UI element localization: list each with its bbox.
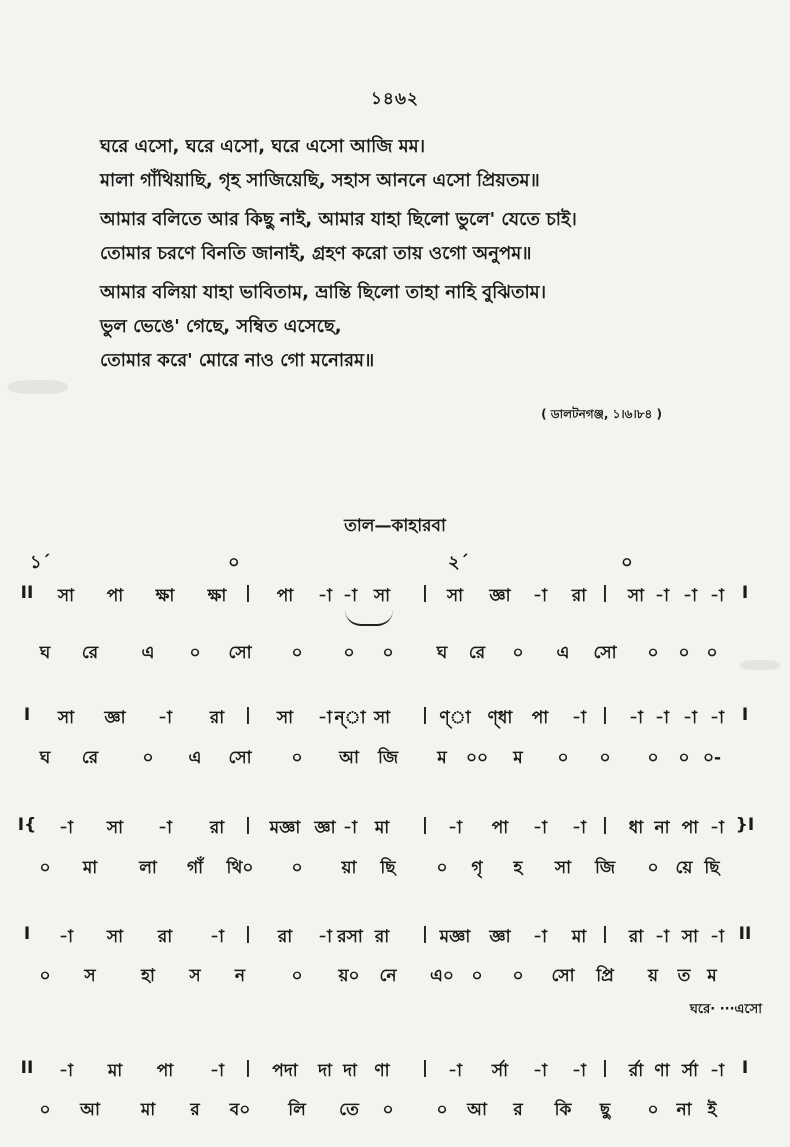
lyric-syllable: লি [288, 1100, 306, 1120]
lyric-syllable: নে [379, 966, 397, 986]
swara-token: -া [655, 927, 669, 947]
swara-token: জ্ঞা [314, 818, 336, 838]
swara-token: -া [533, 818, 547, 838]
swara-token: রা [374, 927, 390, 947]
lyric-syllable-row [0, 745, 790, 771]
lyric-syllable: ০ [647, 748, 659, 768]
swara-token: রা [209, 818, 225, 838]
lyric-syllable: ম [437, 748, 447, 768]
swara-token: রা [277, 927, 293, 947]
lyric-syllable: ছু [599, 1100, 611, 1120]
swara-token: সা [106, 927, 124, 947]
lyric-syllable: ০ [189, 643, 201, 663]
swara-token: সা [446, 586, 464, 606]
lyric-syllable-row [0, 640, 790, 666]
swara-token: | [601, 924, 609, 944]
lyric-syllable: স [189, 966, 201, 986]
lyric-syllable: সো [228, 748, 252, 768]
lyric-line: ঘরে এসো, ঘরে এসো, ঘরে এসো আজি মম। [100, 136, 426, 157]
swara-token: রা [571, 586, 587, 606]
swara-token: সা [57, 586, 75, 606]
swara-token: না [654, 818, 670, 838]
beat-mark: ২´ [448, 552, 469, 573]
beat-marks [0, 548, 790, 578]
lyrics-block [100, 136, 740, 384]
lyric-syllable: গৃ [471, 858, 483, 878]
swara-token: -া [343, 818, 357, 838]
swara-token: | [421, 1058, 429, 1078]
lyric-syllable: এ [188, 748, 202, 768]
swara-token: | [421, 815, 429, 835]
swara-token: | [601, 583, 609, 603]
swara-token: ণ্ধা [487, 708, 513, 728]
lyric-syllable: ০ [557, 748, 569, 768]
swara-token: | [244, 815, 252, 835]
lyric-syllable: ০ [382, 1100, 394, 1120]
swara-token: | [421, 924, 429, 944]
swara-token: মজ্ঞা [269, 818, 301, 838]
lyric-syllable: য়ে [675, 858, 693, 878]
swara-token: -া [683, 708, 697, 728]
swara-token: সা [57, 708, 75, 728]
swara-token: -া [158, 818, 172, 838]
lyric-syllable: ০ [39, 1100, 51, 1120]
lyric-syllable: এ০ [430, 966, 454, 986]
swara-token: রা [209, 708, 225, 728]
swara-token: সা [373, 586, 391, 606]
lyric-syllable: এ [141, 643, 155, 663]
swara-token: I [23, 924, 31, 944]
lyric-syllable: আ [467, 1100, 487, 1120]
swara-token: | [244, 705, 252, 725]
swara-token: ন্া [334, 708, 366, 728]
tala-heading: তাল—কাহারবা [344, 516, 446, 536]
swara-token: ধা [628, 818, 644, 838]
lyric-syllable: ব০ [229, 1100, 251, 1120]
swara-token: II [20, 583, 34, 603]
lyric-syllable: ০ [291, 858, 303, 878]
beat-mark: ০ [228, 552, 240, 573]
swara-token: পা [531, 708, 549, 728]
lyric-syllable: সো [593, 643, 617, 663]
lyric-syllable: ঘ [39, 643, 51, 663]
swara-token: সা [276, 708, 294, 728]
swara-token: -া [318, 927, 332, 947]
lyric-syllable: রে [81, 748, 99, 768]
swara-token: রা [157, 927, 173, 947]
swara-token: II [738, 924, 752, 944]
lyric-syllable: ঘ [436, 643, 448, 663]
swara-row [0, 1058, 790, 1084]
lyric-syllable: মা [82, 858, 98, 878]
swara-token: ণা [374, 1061, 390, 1081]
lyric-syllable: আ [339, 748, 359, 768]
swara-token: -া [59, 818, 73, 838]
lyric-syllable: তে [339, 1100, 359, 1120]
lyric-syllable: র [513, 1100, 523, 1120]
lyric-syllable: ০ [647, 643, 659, 663]
lyric-syllable: ০ [512, 643, 524, 663]
lyric-syllable: ০ [471, 966, 483, 986]
swara-token: দা [318, 1061, 332, 1081]
swara-token: রা [628, 927, 644, 947]
swara-token: -া [533, 586, 547, 606]
swara-token: I{ [17, 815, 37, 835]
lyric-syllable: ০ [678, 643, 690, 663]
swara-row [0, 705, 790, 731]
lyric-syllable: ০ [678, 748, 690, 768]
lyric-syllable: র [190, 1100, 200, 1120]
lyric-syllable: ০- [702, 748, 722, 768]
slur-mark [345, 610, 393, 626]
swara-token: সা [627, 586, 645, 606]
lyric-syllable: ত [677, 966, 691, 986]
lyric-syllable: ম [707, 966, 717, 986]
beat-mark: ১´ [30, 552, 51, 573]
swara-token: | [244, 583, 252, 603]
swara-token: | [421, 705, 429, 725]
swara-token: ণা [654, 1061, 670, 1081]
lyric-syllable: হ [513, 858, 523, 878]
swara-token: -া [710, 708, 724, 728]
lyric-syllable: এ [556, 643, 570, 663]
swara-token: -া [210, 1061, 224, 1081]
lyric-syllable: সো [551, 966, 575, 986]
swara-token: পা [156, 1061, 174, 1081]
swara-token: জ্ঞা [104, 708, 126, 728]
swara-token: র্রা [628, 1061, 644, 1081]
lyric-syllable: রে [81, 643, 99, 663]
lyric-syllable: ০ [706, 643, 718, 663]
lyric-syllable: ০ [382, 643, 394, 663]
swara-token: -া [683, 586, 697, 606]
lyric-syllable: সো [228, 643, 252, 663]
swara-token: -া [448, 818, 462, 838]
lyric-syllable: ০ [39, 966, 51, 986]
lyric-syllable: ঘ [39, 748, 51, 768]
page-number: ১৪৬২ [370, 89, 420, 109]
lyric-syllable: ০ [436, 858, 448, 878]
lyric-syllable: জি [377, 748, 399, 768]
beat-mark: ০ [621, 552, 633, 573]
swara-token: -া [710, 927, 724, 947]
swara-token: | [421, 583, 429, 603]
swara-token: -া [210, 927, 224, 947]
scan-smudge-left [8, 380, 68, 394]
swara-token: -া [343, 586, 357, 606]
lyric-line: মালা গাঁথিয়াছি, গৃহ সাজিয়েছি, সহাস আননে এসো প্রিয়তম॥ [100, 170, 540, 191]
swara-token: র্সা [681, 1061, 699, 1081]
swara-token: -া [318, 708, 332, 728]
swara-token: -া [158, 708, 172, 728]
lyric-syllable: রে [468, 643, 486, 663]
lyric-syllable: ছি [704, 858, 720, 878]
lyric-line: আমার বলিতে আর কিছু নাই, আমার যাহা ছিলো ভুলে' যেতে চাই। [100, 209, 577, 230]
swara-token: }I [735, 815, 755, 835]
swara-token: জ্ঞা [489, 586, 511, 606]
swara-token: সা [373, 708, 391, 728]
swara-token: -া [710, 586, 724, 606]
lyric-syllable: য়০ [338, 966, 360, 986]
swara-token: -া [655, 586, 669, 606]
swara-token: পা [491, 818, 509, 838]
lyric-syllable: প্রি [596, 966, 614, 986]
swara-token: মা [107, 1061, 123, 1081]
lyric-syllable: ০ [512, 966, 524, 986]
lyric-syllable: ই [707, 1100, 717, 1120]
swara-token: -া [59, 1061, 73, 1081]
lyric-syllable: গাঁ [186, 858, 204, 878]
swara-token: -া [533, 1061, 547, 1081]
swara-token: | [601, 705, 609, 725]
swara-token: ক্ষা [155, 586, 175, 606]
swara-row [0, 815, 790, 841]
lyric-syllable: ০ [647, 858, 659, 878]
swara-token: -া [710, 1061, 724, 1081]
lyric-line: আমার বলিয়া যাহা ভাবিতাম, ভ্রান্তি ছিলো তাহা নাহি বুঝিতাম। [100, 282, 547, 303]
swara-token: দা [343, 1061, 357, 1081]
swara-token: -া [629, 708, 643, 728]
swara-token: র্সা [491, 1061, 509, 1081]
swara-token: -া [572, 708, 586, 728]
lyric-syllable: ০ [291, 643, 303, 663]
lyric-syllable-row [0, 1097, 790, 1123]
swara-token: | [244, 1058, 252, 1078]
lyric-syllable: কি [554, 1100, 572, 1120]
swara-token: মা [374, 818, 390, 838]
lyric-syllable: য়া [341, 858, 357, 878]
swara-row [0, 924, 790, 950]
lyric-syllable: থি০ [226, 858, 254, 878]
swara-token: রসা [337, 927, 363, 947]
lyric-syllable: লা [139, 858, 157, 878]
lyric-syllable: না [676, 1100, 692, 1120]
swara-token: পা [681, 818, 699, 838]
swara-token: মজ্ঞা [439, 927, 471, 947]
swara-token: পা [106, 586, 124, 606]
swara-token: -া [710, 818, 724, 838]
lyric-syllable: জি [594, 858, 616, 878]
swara-token: | [244, 924, 252, 944]
lyric-syllable-row [0, 855, 790, 881]
swara-token: II [20, 1058, 34, 1078]
swara-token: সা [681, 927, 699, 947]
swara-token: -া [318, 586, 332, 606]
swara-token: ণ্া [439, 708, 471, 728]
swara-token: | [601, 1058, 609, 1078]
swara-row [0, 583, 790, 609]
lyric-line: তোমার চরণে বিনতি জানাই, গ্রহণ করো তায় ওগো অনুপম॥ [100, 243, 532, 264]
swara-token: I [741, 1058, 749, 1078]
lyric-syllable: ০ [291, 748, 303, 768]
swara-token: -া [572, 818, 586, 838]
lyric-syllable: ছি [380, 858, 396, 878]
lyric-syllable: ০ [343, 643, 355, 663]
source-citation: ( ডালটনগঞ্জ, ১।৬।৮৪ ) [541, 407, 662, 421]
swara-token: -া [655, 708, 669, 728]
swara-token: I [741, 583, 749, 603]
lyric-syllable: ০ [436, 1100, 448, 1120]
swara-token: -া [533, 927, 547, 947]
swara-token: মা [571, 927, 587, 947]
lyric-syllable: স [84, 966, 96, 986]
lyric-syllable: হা [141, 966, 155, 986]
swara-token: পা [276, 586, 294, 606]
lyric-syllable: আ [80, 1100, 100, 1120]
refrain-cue: ঘরে· ···এসো [689, 1002, 762, 1017]
lyric-syllable: ০ [39, 858, 51, 878]
lyric-syllable: ০ [647, 1100, 659, 1120]
swara-token: ক্ষা [207, 586, 227, 606]
swara-token: -া [572, 1061, 586, 1081]
lyric-syllable: মা [140, 1100, 156, 1120]
lyric-syllable: ন [234, 966, 246, 986]
lyric-syllable: সা [554, 858, 572, 878]
lyric-syllable: য় [647, 966, 659, 986]
swara-token: I [741, 705, 749, 725]
lyric-syllable: ০ [291, 966, 303, 986]
lyric-syllable-row [0, 963, 790, 989]
swara-token: | [601, 815, 609, 835]
lyric-syllable: ০ [599, 748, 611, 768]
lyric-line: তোমার করে' মোরে নাও গো মনোরম॥ [100, 350, 375, 371]
lyric-line: ভুল ভেঙে' গেছে, সম্বিত এসেছে, [100, 316, 342, 337]
swara-token: I [23, 705, 31, 725]
lyric-syllable: ০০ [465, 748, 489, 768]
swara-token: পদা [272, 1061, 298, 1081]
swara-token: সা [106, 818, 124, 838]
swara-token: জ্ঞা [489, 927, 511, 947]
lyric-syllable: ম [513, 748, 523, 768]
swara-token: -া [59, 927, 73, 947]
swara-token: -া [448, 1061, 462, 1081]
lyric-syllable: ০ [142, 748, 154, 768]
